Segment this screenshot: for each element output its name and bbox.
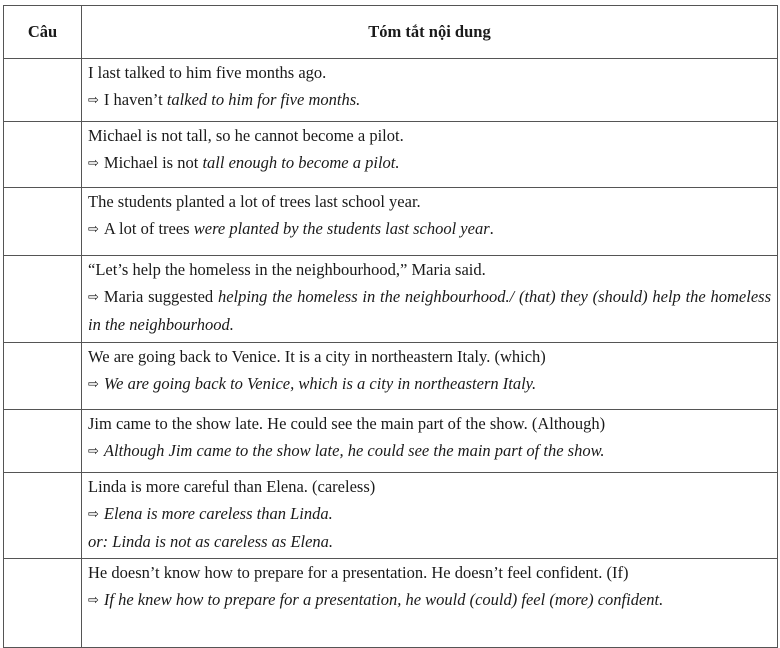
question-number-cell [4, 122, 82, 188]
content-cell [82, 410, 778, 473]
arrow-icon: ⇨ [88, 92, 99, 108]
answer-plain: A lot of trees [103, 218, 194, 238]
table-row [4, 59, 778, 122]
answer-plain: Maria suggested [103, 286, 218, 306]
answer-line [88, 371, 771, 400]
answer-italic: Although Jim came to the show late, he could see the main part of the show. [103, 440, 605, 460]
content-cell [82, 559, 778, 648]
table-row [4, 559, 778, 648]
question-number-cell [4, 410, 82, 473]
arrow-icon: ⇨ [88, 592, 99, 608]
answer-italic: If he knew how to prepare for a presentation, he would (could) feel (more) confident. [103, 589, 664, 609]
prompt-sentence: “Let’s help the homeless in the neighbourhood,” Maria said. [88, 260, 486, 279]
answer-line [88, 438, 771, 467]
prompt-sentence: I last talked to him five months ago. [88, 63, 327, 82]
prompt-sentence: Linda is more careful than Elena. (careless) [88, 477, 376, 496]
answer-line [88, 216, 771, 245]
content-cell [82, 188, 778, 256]
header-content-summary: Tóm tắt nội dung [82, 6, 778, 59]
answer-tail: . [489, 218, 494, 238]
answer-italic: tall enough to become a pilot. [202, 152, 400, 172]
answer-line [88, 501, 771, 530]
content-cell [82, 473, 778, 559]
prompt-sentence: Jim came to the show late. He could see the main part of the show. (Although) [88, 414, 606, 433]
answer-italic: helping the homeless in the neighbourhood./ (that) they (should) help the homeless in the neighbourhood. [88, 286, 771, 334]
question-number-cell [4, 473, 82, 559]
question-number-cell [4, 559, 82, 648]
table-row [4, 188, 778, 256]
answer-line [88, 587, 771, 616]
answer-line [88, 150, 771, 179]
prompt-sentence: Michael is not tall, so he cannot become a pilot. [88, 126, 404, 145]
arrow-icon: ⇨ [88, 376, 99, 392]
question-number-cell [4, 256, 82, 343]
content-cell [82, 122, 778, 188]
answer-line [88, 284, 771, 339]
question-number-cell [4, 188, 82, 256]
prompt-sentence: We are going back to Venice. It is a city in northeastern Italy. (which) [88, 347, 546, 366]
header-row [4, 6, 778, 59]
prompt-sentence: The students planted a lot of trees last school year. [88, 192, 421, 211]
answer-italic: were planted by the students last school year [193, 218, 490, 238]
answer-plain: I haven’t [103, 89, 167, 109]
answer-plain: Michael is not [103, 152, 203, 172]
arrow-icon: ⇨ [88, 289, 99, 305]
header-question-number: Câu [4, 6, 82, 59]
answer-italic: We are going back to Venice, which is a city in northeastern Italy. [103, 373, 537, 393]
content-cell [82, 343, 778, 410]
question-number-cell [4, 343, 82, 410]
question-number-cell [4, 59, 82, 122]
answer-line [88, 87, 771, 116]
table-row [4, 256, 778, 343]
prompt-sentence: He doesn’t know how to prepare for a presentation. He doesn’t feel confident. (If) [88, 563, 629, 582]
content-cell [82, 256, 778, 343]
answer-italic: Elena is more careless than Linda. [103, 503, 333, 523]
table-row [4, 410, 778, 473]
table-row [4, 473, 778, 559]
alternative-answer: or: Linda is not as careless as Elena. [88, 532, 334, 551]
table-row [4, 343, 778, 410]
content-cell [82, 59, 778, 122]
arrow-icon: ⇨ [88, 221, 99, 237]
arrow-icon: ⇨ [88, 155, 99, 171]
table-row [4, 122, 778, 188]
answer-italic: talked to him for five months. [166, 89, 361, 109]
answer-table [3, 5, 778, 648]
arrow-icon: ⇨ [88, 506, 99, 522]
arrow-icon: ⇨ [88, 443, 99, 459]
